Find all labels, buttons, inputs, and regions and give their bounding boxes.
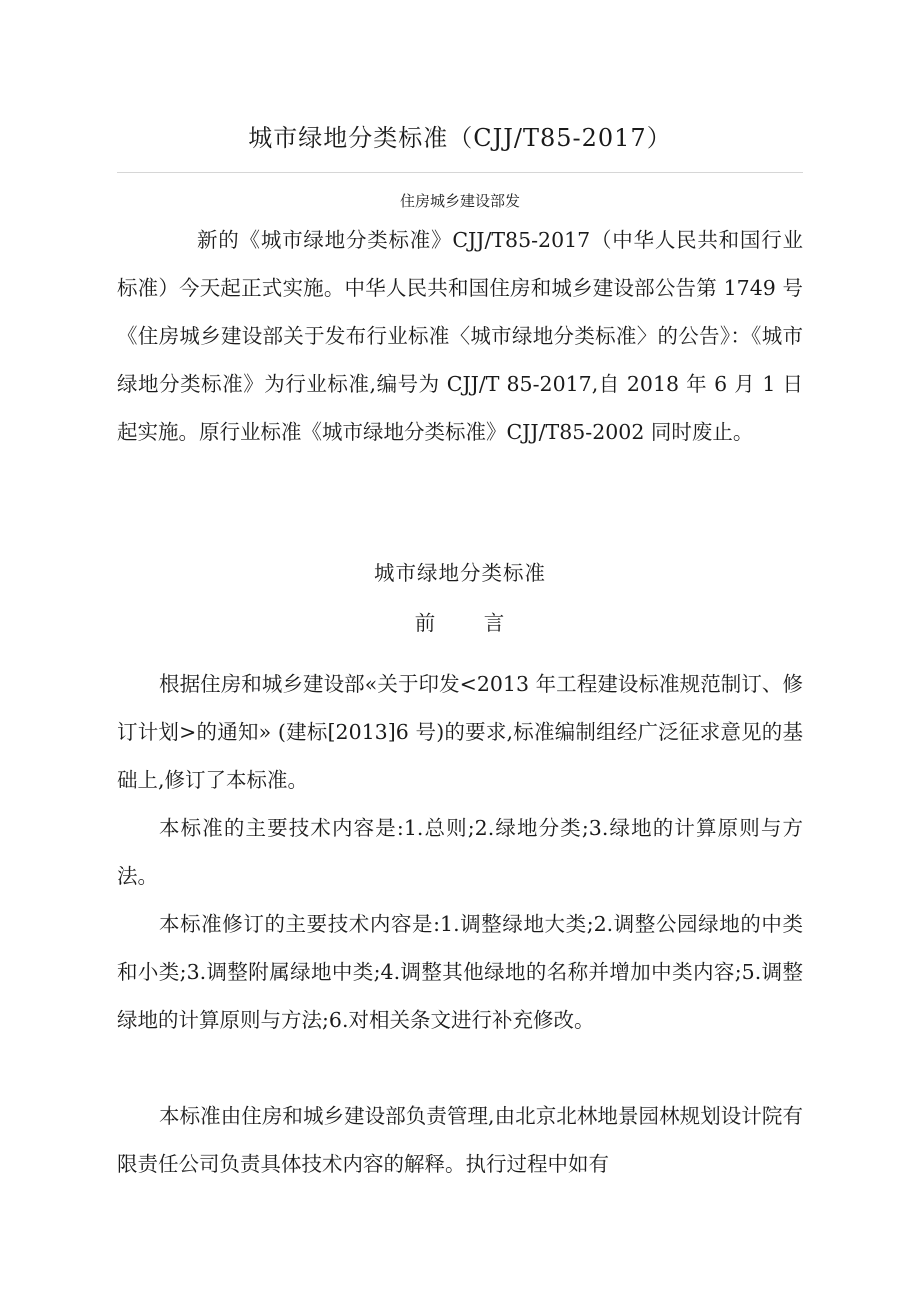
preface-paragraph: 根据住房和城乡建设部«关于印发<2013 年工程建设标准规范制订、修订计划>的通知» (建标[2013]6 号)的要求,标准编制组经广泛征求意见的基础上,修订了本标准。 (117, 672, 803, 792)
preface-paragraph: 本标准修订的主要技术内容是:1.调整绿地大类;2.调整公园绿地的中类和小类;3.调整附属绿地中类;4.调整其他绿地的名称并增加中类内容;5.调整绿地的计算原则与方法;6.对相关条文进行补充修改。 (117, 912, 803, 1032)
document-title: 城市绿地分类标准（CJJ/T85-2017） (248, 124, 672, 152)
section-heading-preface: 前 言 (414, 611, 506, 635)
title-divider (117, 172, 803, 173)
intro-paragraph: 新的《城市绿地分类标准》CJJ/T85-2017（中华人民共和国行业标准）今天起正式实施。中华人民共和国住房和城乡建设部公告第 1749 号《住房城乡建设部关于发布行业标准〈城市绿地分类标准〉的公告》：《城市绿地分类标准》为行业标准,编号为 CJJ/T 85-2017,自 2018 年 6 月 1 日起实施。原行业标准《城市绿地分类标准》CJJ/T85-2002 同时废止。 (117, 228, 803, 444)
preface-paragraph: 本标准的主要技术内容是:1.总则;2.绿地分类;3.绿地的计算原则与方法。 (117, 816, 803, 888)
preface-paragraph: 本标准由住房和城乡建设部负责管理,由北京北林地景园林规划设计院有限责任公司负责具体技术内容的解释。执行过程中如有 (117, 1104, 803, 1176)
document-source: 住房城乡建设部发 (399, 192, 520, 210)
standard-subtitle: 城市绿地分类标准 (374, 561, 546, 585)
